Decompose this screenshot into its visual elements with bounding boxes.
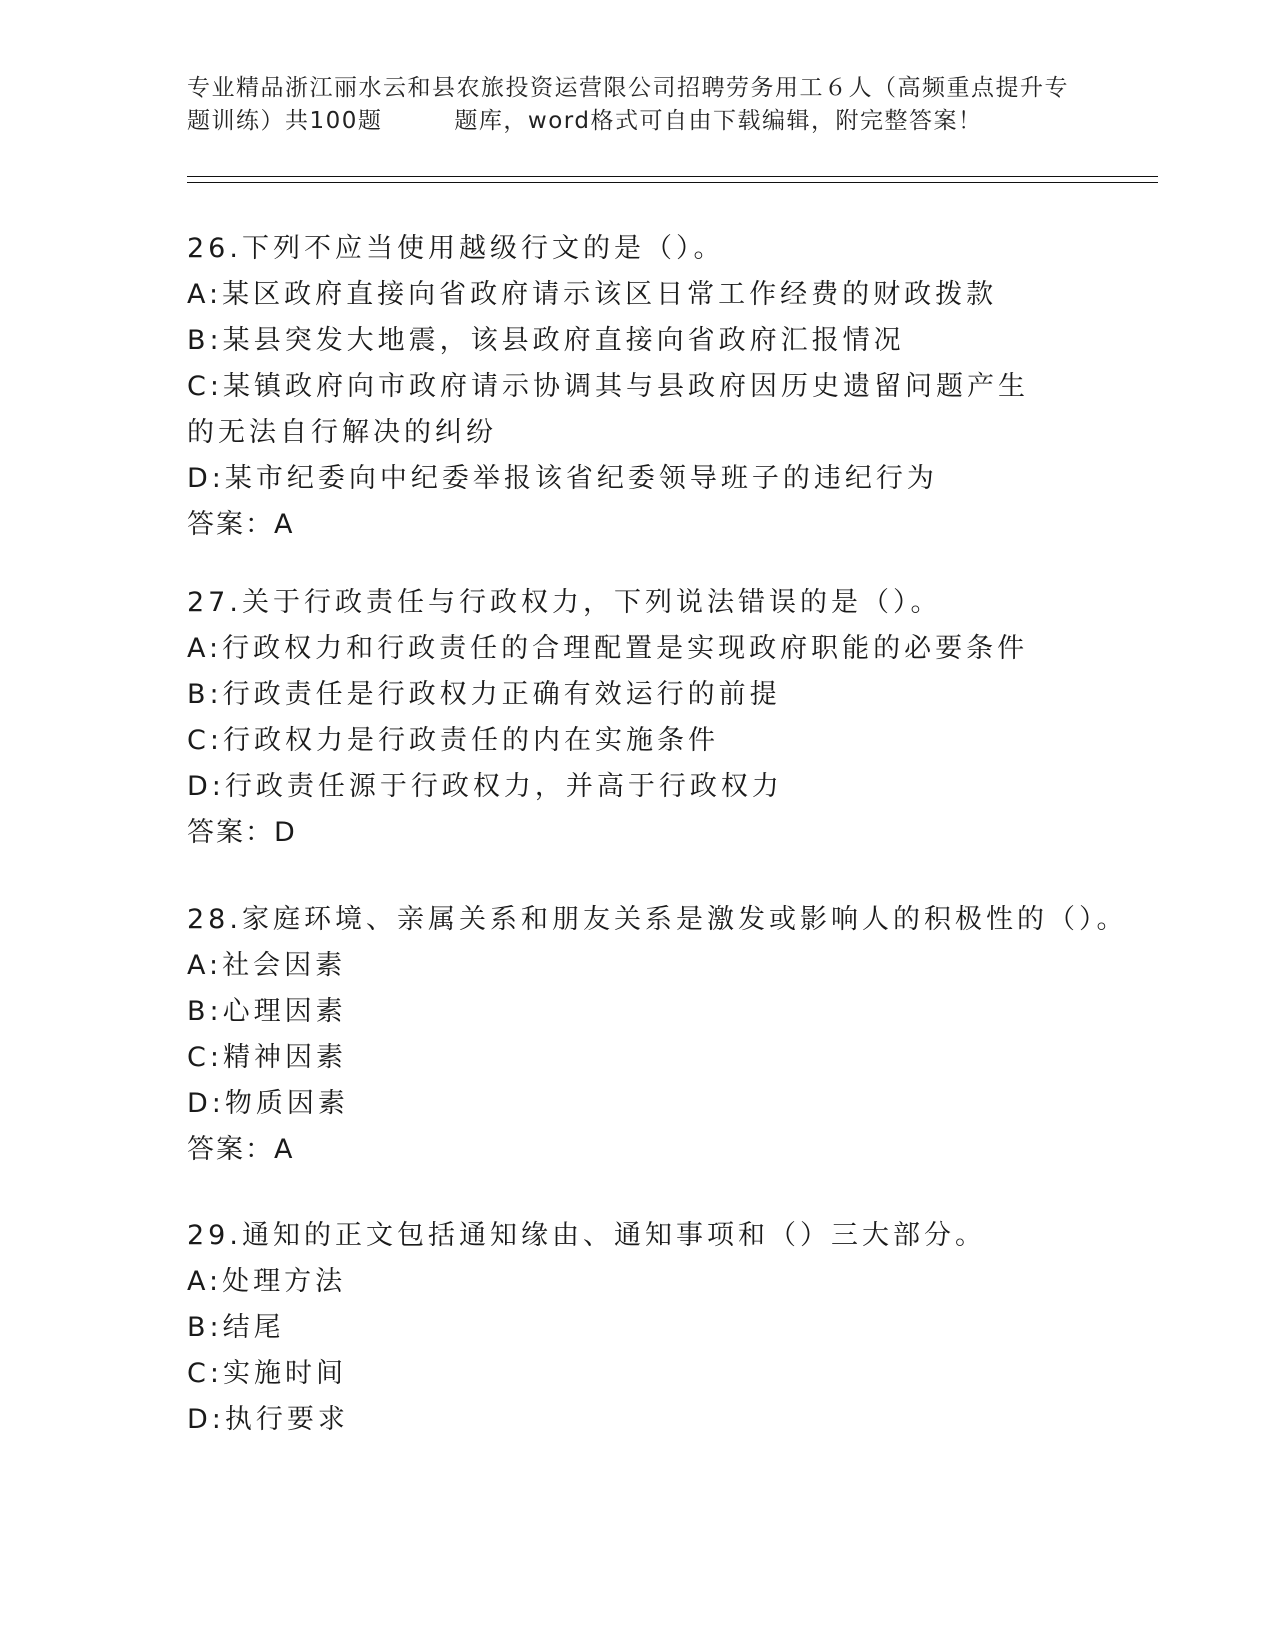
- question-29: [187, 1213, 1167, 1443]
- option-b: B:结尾: [187, 1312, 285, 1343]
- option-d: D:物质因素: [187, 1088, 349, 1119]
- question-stem: 29.通知的正文包括通知缘由、通知事项和（）三大部分。: [187, 1220, 986, 1251]
- answer-label: 答案：: [187, 817, 274, 848]
- answer-value: D: [274, 817, 297, 848]
- option-c: C:精神因素: [187, 1042, 347, 1073]
- question-stem: 27.关于行政责任与行政权力，下列说法错误的是（）。: [187, 587, 942, 618]
- answer-value: A: [274, 509, 295, 540]
- question-27: [187, 580, 1167, 856]
- option-c: C:行政权力是行政责任的内在实施条件: [187, 725, 719, 756]
- header-subtitle: 题库，word格式可自由下载编辑，附完整答案！: [454, 108, 983, 134]
- option-a: A:某区政府直接向省政府请示该区日常工作经费的财政拨款: [187, 279, 998, 310]
- answer: [187, 502, 1167, 548]
- answer: [187, 810, 1167, 856]
- answer: [187, 1127, 1167, 1173]
- option-a: A:处理方法: [187, 1266, 347, 1297]
- answer-value: A: [274, 1134, 295, 1165]
- header-rule-bottom: [187, 182, 1158, 183]
- option-b: B:某县突发大地震，该县政府直接向省政府汇报情况: [187, 325, 905, 356]
- option-d: D:执行要求: [187, 1404, 349, 1435]
- question-26: [187, 226, 1167, 548]
- answer-label: 答案：: [187, 509, 274, 540]
- answer-label: 答案：: [187, 1134, 274, 1165]
- option-d: D:某市纪委向中纪委举报该省纪委领导班子的违纪行为: [187, 463, 938, 494]
- option-c: C:某镇政府向市政府请示协调其与县政府因历史遗留问题产生的无法自行解决的纠纷: [187, 371, 1029, 448]
- option-b: B:心理因素: [187, 996, 347, 1027]
- question-28: [187, 897, 1167, 1173]
- header-rule-top: [187, 176, 1158, 177]
- option-c: C:实施时间: [187, 1358, 347, 1389]
- option-a: A:行政权力和行政责任的合理配置是实现政府职能的必要条件: [187, 633, 1029, 664]
- option-d: D:行政责任源于行政权力，并高于行政权力: [187, 771, 783, 802]
- question-stem: 26.下列不应当使用越级行文的是（）。: [187, 233, 725, 264]
- question-stem: 28.家庭环境、亲属关系和朋友关系是激发或影响人的积极性的（）。: [187, 904, 1128, 935]
- document-header: [187, 72, 1087, 138]
- header-title: 专业精品浙江丽水云和县农旅投资运营限公司招聘劳务用工６人（高频重点提升专题训练）共100题: [187, 75, 1069, 134]
- option-a: A:社会因素: [187, 950, 347, 981]
- option-b: B:行政责任是行政权力正确有效运行的前提: [187, 679, 781, 710]
